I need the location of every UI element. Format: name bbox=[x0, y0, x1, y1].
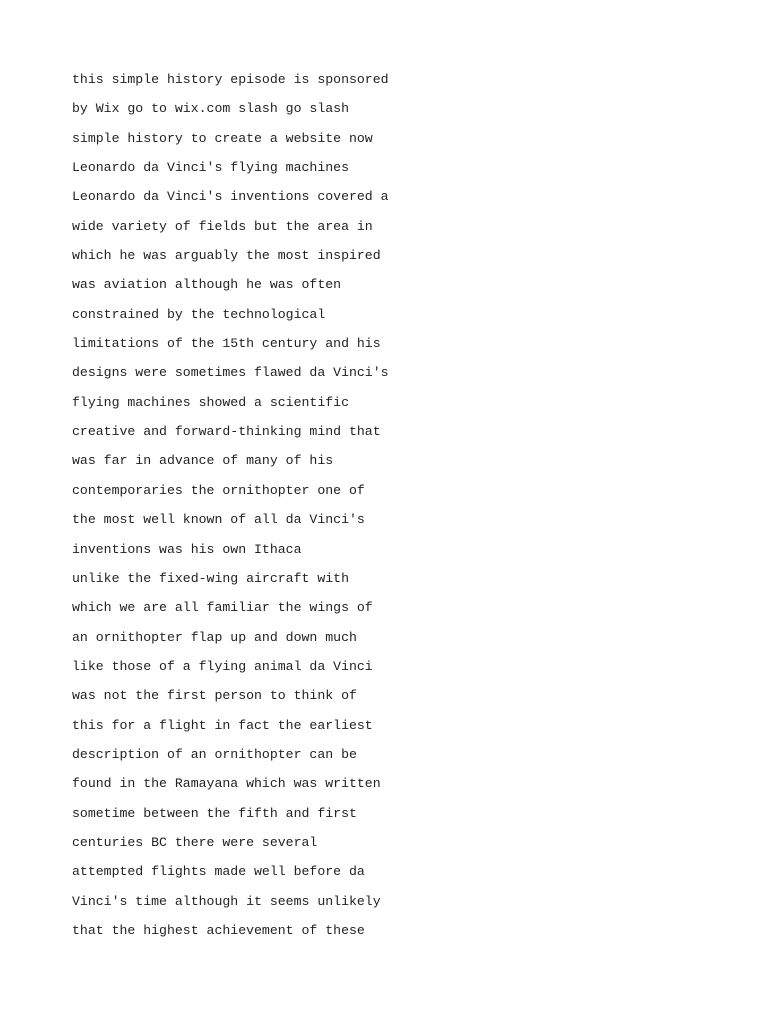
text-line: unlike the fixed-wing aircraft with bbox=[72, 570, 349, 586]
text-line: found in the Ramayana which was written bbox=[72, 776, 381, 792]
text-line: limitations of the 15th century and his bbox=[72, 336, 381, 352]
text-line: Leonardo da Vinci's flying machines bbox=[72, 160, 349, 176]
text-line: inventions was his own Ithaca bbox=[72, 541, 302, 557]
text-line: creative and forward-thinking mind that bbox=[72, 424, 381, 440]
text-line: attempted flights made well before da bbox=[72, 864, 365, 880]
text-line: which we are all familiar the wings of bbox=[72, 600, 373, 616]
text-line: an ornithopter flap up and down much bbox=[72, 629, 357, 645]
text-line: contemporaries the ornithopter one of bbox=[72, 482, 365, 498]
text-line: was not the first person to think of bbox=[72, 688, 357, 704]
text-line: which he was arguably the most inspired bbox=[72, 248, 381, 264]
text-line: flying machines showed a scientific bbox=[72, 394, 349, 410]
text-line: constrained by the technological bbox=[72, 306, 326, 322]
text-line: that the highest achievement of these bbox=[72, 922, 365, 938]
text-line: this simple history episode is sponsored bbox=[72, 72, 389, 87]
text-line: designs were sometimes flawed da Vinci's bbox=[72, 365, 389, 381]
text-line: like those of a flying animal da Vinci bbox=[72, 658, 373, 674]
text-line: by Wix go to wix.com slash go slash bbox=[72, 101, 349, 117]
text-line: was far in advance of many of his bbox=[72, 453, 334, 469]
text-line: simple history to create a website now bbox=[72, 130, 373, 146]
text-line: this for a flight in fact the earliest bbox=[72, 717, 373, 733]
text-line: Vinci's time although it seems unlikely bbox=[72, 893, 381, 909]
text-line: sometime between the fifth and first bbox=[72, 805, 357, 821]
text-line: centuries BC there were several bbox=[72, 834, 318, 850]
text-line: Leonardo da Vinci's inventions covered a bbox=[72, 189, 389, 205]
text-line: was aviation although he was often bbox=[72, 277, 342, 293]
transcript-text bbox=[72, 65, 672, 945]
text-line: wide variety of fields but the area in bbox=[72, 218, 373, 234]
text-line: description of an ornithopter can be bbox=[72, 746, 357, 762]
text-line: the most well known of all da Vinci's bbox=[72, 512, 365, 528]
